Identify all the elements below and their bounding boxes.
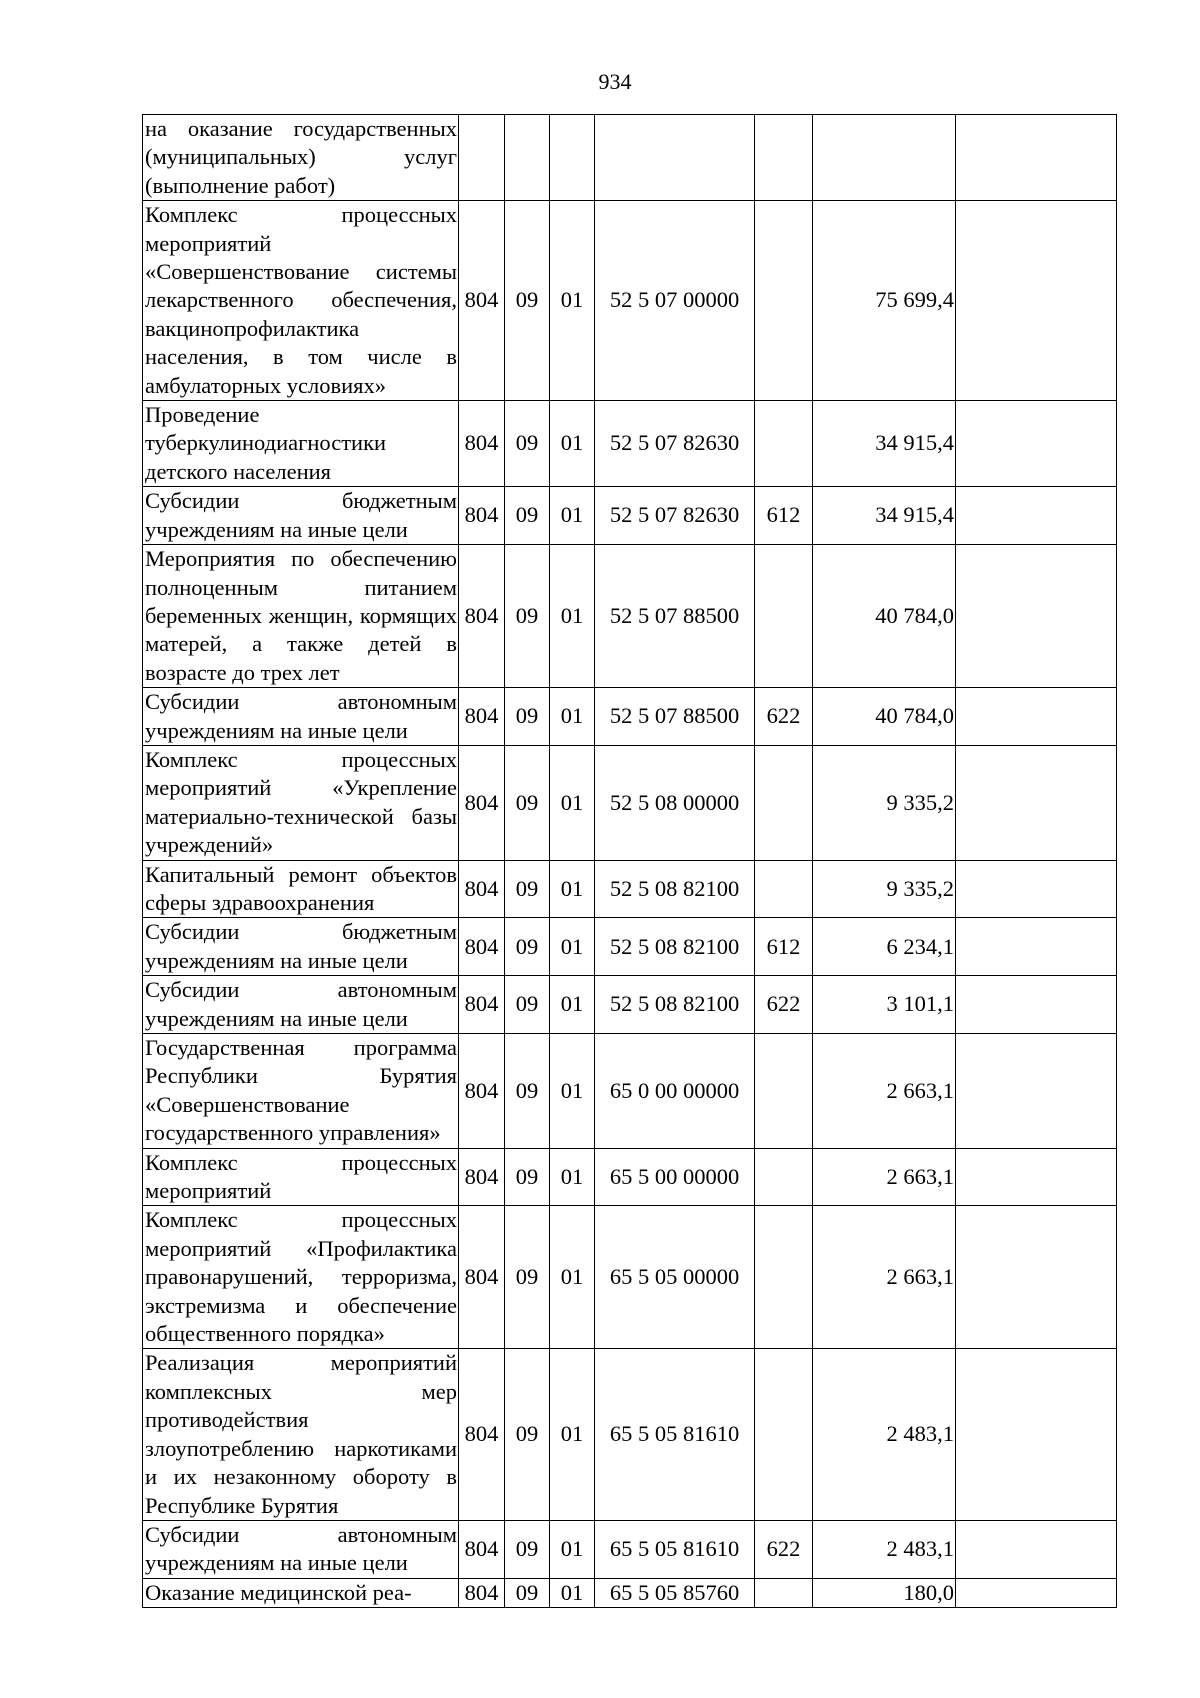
section-code-cell: 09 [505, 1578, 550, 1607]
row-name-cell: на оказание государственных (муниципальных) услуг (выполнение работ) [143, 115, 459, 201]
amount-cell: 75 699,4 [813, 201, 956, 401]
section-code-cell: 09 [505, 1148, 550, 1206]
empty-cell [956, 545, 1117, 688]
row-name-cell: Оказание медицинской реа- [143, 1578, 459, 1607]
section-code-cell: 09 [505, 401, 550, 487]
empty-cell [956, 115, 1117, 201]
row-name-cell: Мероприятия по обеспечению полноценным питанием беременных женщин, кормящих матерей, а также детей в возрасте до трех лет [143, 545, 459, 688]
amount-cell [813, 115, 956, 201]
empty-cell [956, 487, 1117, 545]
expense-type-cell [755, 1349, 813, 1520]
subsection-code-cell: 01 [550, 487, 595, 545]
subsection-code-cell: 01 [550, 1206, 595, 1349]
section-code-cell: 09 [505, 1034, 550, 1149]
table-row [143, 1034, 1117, 1149]
row-name-cell: Государственная программа Республики Бурятия «Совершенствование государственного управления» [143, 1034, 459, 1149]
empty-cell [956, 1148, 1117, 1206]
empty-cell [956, 1520, 1117, 1578]
subsection-code-cell: 01 [550, 1034, 595, 1149]
table-row [143, 487, 1117, 545]
amount-cell: 34 915,4 [813, 487, 956, 545]
table-row [143, 201, 1117, 401]
expense-type-cell [755, 201, 813, 401]
table-row [143, 688, 1117, 746]
subsection-code-cell: 01 [550, 1148, 595, 1206]
expense-type-cell [755, 860, 813, 918]
target-code-cell: 52 5 07 88500 [595, 688, 755, 746]
subsection-code-cell: 01 [550, 860, 595, 918]
ministry-code-cell: 804 [459, 688, 505, 746]
target-code-cell: 65 5 05 85760 [595, 1578, 755, 1607]
ministry-code-cell: 804 [459, 745, 505, 860]
expense-type-cell [755, 1034, 813, 1149]
section-code-cell: 09 [505, 860, 550, 918]
ministry-code-cell: 804 [459, 545, 505, 688]
amount-cell: 2 483,1 [813, 1520, 956, 1578]
table-row [143, 745, 1117, 860]
expense-type-cell [755, 401, 813, 487]
section-code-cell: 09 [505, 745, 550, 860]
section-code-cell: 09 [505, 1349, 550, 1520]
empty-cell [956, 1206, 1117, 1349]
amount-cell: 40 784,0 [813, 545, 956, 688]
table-row [143, 115, 1117, 201]
row-name-cell: Комплекс процессных мероприятий «Укрепление материально-технической базы учреждений» [143, 745, 459, 860]
expense-type-cell: 622 [755, 1520, 813, 1578]
target-code-cell: 52 5 08 82100 [595, 860, 755, 918]
section-code-cell: 09 [505, 1206, 550, 1349]
expense-type-cell: 612 [755, 487, 813, 545]
subsection-code-cell: 01 [550, 201, 595, 401]
row-name-cell: Субсидии автономным учреждениям на иные цели [143, 1520, 459, 1578]
table-row [143, 1520, 1117, 1578]
expense-type-cell: 622 [755, 976, 813, 1034]
ministry-code-cell: 804 [459, 976, 505, 1034]
ministry-code-cell: 804 [459, 1578, 505, 1607]
row-name-cell: Субсидии автономным учреждениям на иные цели [143, 688, 459, 746]
table-row [143, 1349, 1117, 1520]
section-code-cell: 09 [505, 1520, 550, 1578]
ministry-code-cell: 804 [459, 487, 505, 545]
ministry-code-cell [459, 115, 505, 201]
expense-type-cell [755, 115, 813, 201]
empty-cell [956, 918, 1117, 976]
amount-cell: 9 335,2 [813, 860, 956, 918]
empty-cell [956, 976, 1117, 1034]
ministry-code-cell: 804 [459, 860, 505, 918]
ministry-code-cell: 804 [459, 201, 505, 401]
amount-cell: 2 663,1 [813, 1206, 956, 1349]
empty-cell [956, 745, 1117, 860]
expense-type-cell: 622 [755, 688, 813, 746]
table-row [143, 918, 1117, 976]
target-code-cell: 52 5 08 82100 [595, 976, 755, 1034]
budget-table [142, 114, 1117, 1608]
table-row [143, 1148, 1117, 1206]
subsection-code-cell: 01 [550, 976, 595, 1034]
table-row [143, 976, 1117, 1034]
row-name-cell: Субсидии бюджетным учреждениям на иные цели [143, 487, 459, 545]
empty-cell [956, 688, 1117, 746]
row-name-cell: Комплекс процессных мероприятий [143, 1148, 459, 1206]
table-row [143, 1578, 1117, 1607]
ministry-code-cell: 804 [459, 1206, 505, 1349]
empty-cell [956, 1034, 1117, 1149]
target-code-cell [595, 115, 755, 201]
ministry-code-cell: 804 [459, 401, 505, 487]
row-name-cell: Субсидии бюджетным учреждениям на иные цели [143, 918, 459, 976]
target-code-cell: 65 5 00 00000 [595, 1148, 755, 1206]
ministry-code-cell: 804 [459, 918, 505, 976]
row-name-cell: Комплекс процессных мероприятий «Профилактика правонарушений, терроризма, экстремизма и обеспечение общественного порядка» [143, 1206, 459, 1349]
section-code-cell: 09 [505, 487, 550, 545]
section-code-cell: 09 [505, 545, 550, 688]
target-code-cell: 52 5 07 82630 [595, 487, 755, 545]
empty-cell [956, 1578, 1117, 1607]
row-name-cell: Проведение туберкулинодиагностики детского населения [143, 401, 459, 487]
expense-type-cell [755, 1148, 813, 1206]
target-code-cell: 65 0 00 00000 [595, 1034, 755, 1149]
empty-cell [956, 401, 1117, 487]
table-row [143, 545, 1117, 688]
empty-cell [956, 1349, 1117, 1520]
table-row [143, 401, 1117, 487]
subsection-code-cell: 01 [550, 688, 595, 746]
amount-cell: 2 663,1 [813, 1148, 956, 1206]
table-row [143, 1206, 1117, 1349]
row-name-cell: Субсидии автономным учреждениям на иные цели [143, 976, 459, 1034]
target-code-cell: 52 5 07 88500 [595, 545, 755, 688]
subsection-code-cell: 01 [550, 1578, 595, 1607]
amount-cell: 34 915,4 [813, 401, 956, 487]
empty-cell [956, 201, 1117, 401]
row-name-cell: Комплекс процессных мероприятий «Совершенствование системы лекарственного обеспечения, вакцинопрофилактика населения, в том числе в амбулаторных условиях» [143, 201, 459, 401]
subsection-code-cell: 01 [550, 401, 595, 487]
section-code-cell [505, 115, 550, 201]
section-code-cell: 09 [505, 688, 550, 746]
subsection-code-cell: 01 [550, 918, 595, 976]
ministry-code-cell: 804 [459, 1349, 505, 1520]
amount-cell: 9 335,2 [813, 745, 956, 860]
target-code-cell: 52 5 07 00000 [595, 201, 755, 401]
amount-cell: 2 483,1 [813, 1349, 956, 1520]
ministry-code-cell: 804 [459, 1034, 505, 1149]
target-code-cell: 65 5 05 00000 [595, 1206, 755, 1349]
table-row [143, 860, 1117, 918]
target-code-cell: 52 5 08 00000 [595, 745, 755, 860]
section-code-cell: 09 [505, 918, 550, 976]
target-code-cell: 65 5 05 81610 [595, 1520, 755, 1578]
section-code-cell: 09 [505, 201, 550, 401]
amount-cell: 2 663,1 [813, 1034, 956, 1149]
row-name-cell: Реализация мероприятий комплексных мер противодействия злоупотреблению наркотиками и их незаконному обороту в Республике Бурятия [143, 1349, 459, 1520]
empty-cell [956, 860, 1117, 918]
section-code-cell: 09 [505, 976, 550, 1034]
expense-type-cell [755, 745, 813, 860]
expense-type-cell: 612 [755, 918, 813, 976]
subsection-code-cell [550, 115, 595, 201]
subsection-code-cell: 01 [550, 1349, 595, 1520]
ministry-code-cell: 804 [459, 1520, 505, 1578]
subsection-code-cell: 01 [550, 545, 595, 688]
target-code-cell: 52 5 07 82630 [595, 401, 755, 487]
amount-cell: 40 784,0 [813, 688, 956, 746]
target-code-cell: 52 5 08 82100 [595, 918, 755, 976]
amount-cell: 6 234,1 [813, 918, 956, 976]
amount-cell: 3 101,1 [813, 976, 956, 1034]
subsection-code-cell: 01 [550, 745, 595, 860]
amount-cell: 180,0 [813, 1578, 956, 1607]
ministry-code-cell: 804 [459, 1148, 505, 1206]
page-number: 934 [598, 69, 632, 94]
target-code-cell: 65 5 05 81610 [595, 1349, 755, 1520]
expense-type-cell [755, 1578, 813, 1607]
expense-type-cell [755, 545, 813, 688]
subsection-code-cell: 01 [550, 1520, 595, 1578]
row-name-cell: Капитальный ремонт объектов сферы здравоохранения [143, 860, 459, 918]
expense-type-cell [755, 1206, 813, 1349]
